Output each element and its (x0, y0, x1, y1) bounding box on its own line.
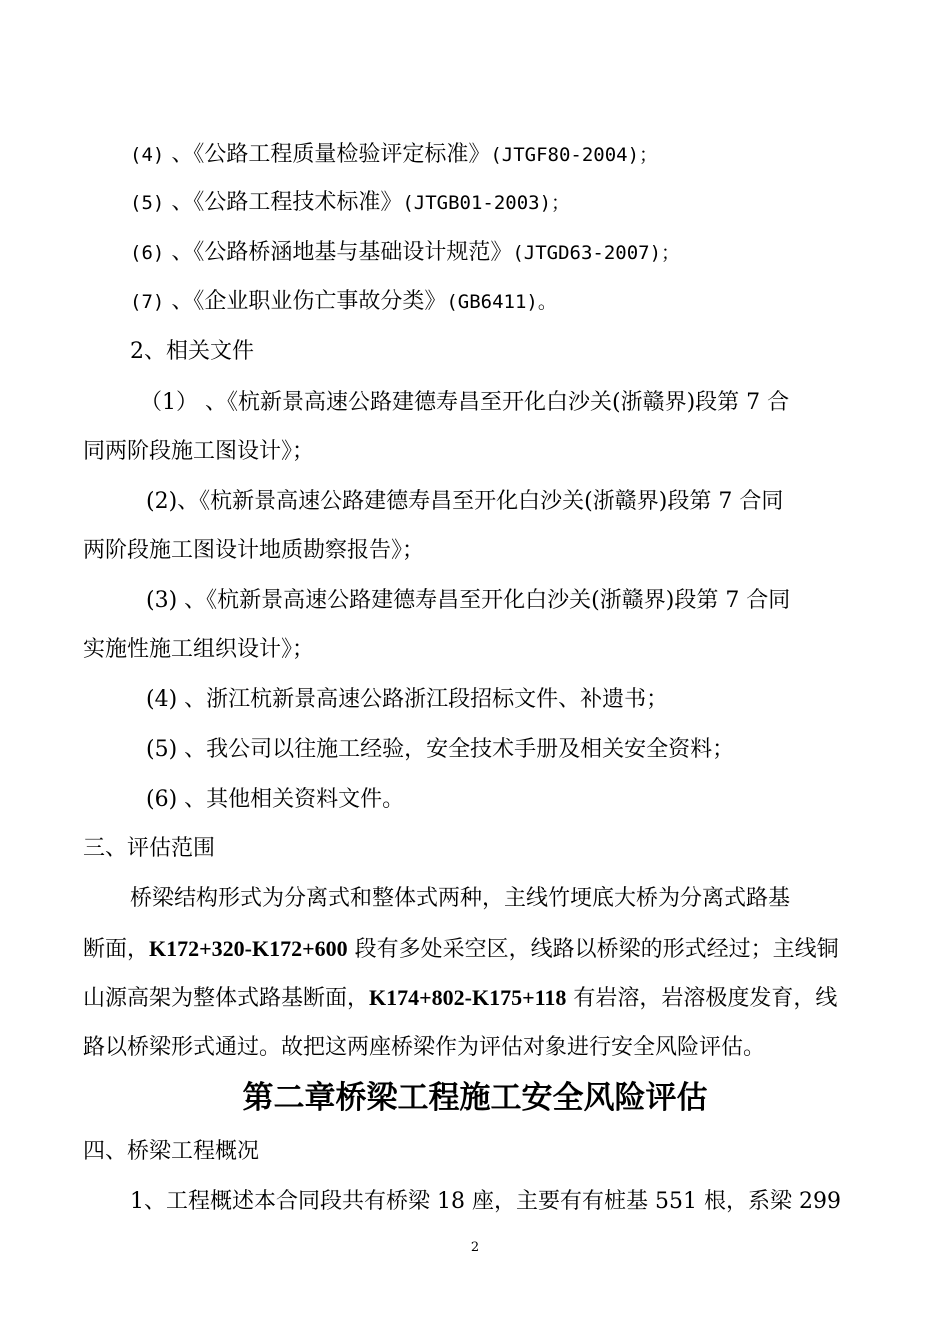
section-4-heading: 四、桥梁工程概况 (83, 1139, 260, 1164)
section-3-heading: 三、评估范围 (83, 836, 216, 861)
related-item-2-line1: (2)、《杭新景高速公路建德寿昌至开化白沙关(浙赣界)段第 7 合同 (146, 489, 784, 514)
section-4-paragraph-line1: 1、工程概述本合同段共有桥梁 18 座，主要有有桩基 551 根，系梁 299 (130, 1189, 841, 1214)
standard-item-6: (6) 、《公路桥涵地基与基础设计规范》(JTGD63-2007)； (130, 240, 681, 265)
related-item-3-line1: (3) 、《杭新景高速公路建德寿昌至开化白沙关(浙赣界)段第 7 合同 (146, 588, 791, 613)
page-number: 2 (470, 1240, 480, 1255)
mileage-range-2: K174+802-K175+118 (369, 985, 567, 1010)
related-item-4: (4) 、浙江杭新景高速公路浙江段招标文件、补遗书； (146, 687, 669, 712)
related-item-1-line1: （1） 、《杭新景高速公路建德寿昌至开化白沙关(浙赣界)段第 7 合 (140, 390, 790, 415)
section-3-paragraph-line2: 断面，K172+320-K172+600 段有多处采空区，线路以桥梁的形式经过；主线铜 (83, 936, 839, 962)
standard-item-5: (5) 、《公路工程技术标准》(JTGB01-2003)； (130, 190, 571, 215)
standard-item-7: (7) 、《企业职业伤亡事故分类》(GB6411)。 (130, 289, 557, 314)
section-3-paragraph-line3: 山源高架为整体式路基断面，K174+802-K175+118 有岩溶，岩溶极度发育，线 (83, 985, 838, 1011)
mileage-range-1: K172+320-K172+600 (149, 936, 348, 961)
related-item-5: (5) 、我公司以往施工经验，安全技术手册及相关安全资料； (146, 737, 735, 762)
related-heading: 2、相关文件 (130, 339, 254, 364)
related-item-1-line2: 同两阶段施工图设计》； (83, 439, 315, 464)
standard-item-4: (4) 、《公路工程质量检验评定标准》(JTGF80-2004)； (130, 142, 659, 167)
section-3-paragraph-line1: 桥梁结构形式为分离式和整体式两种，主线竹埂底大桥为分离式路基 (130, 886, 791, 911)
chapter-title: 第二章桥梁工程施工安全风险评估 (242, 1080, 708, 1116)
related-item-3-line2: 实施性施工组织设计》； (83, 637, 315, 662)
section-3-paragraph-line4: 路以桥梁形式通过。故把这两座桥梁作为评估对象进行安全风险评估。 (83, 1035, 766, 1060)
related-item-6: (6) 、其他相关资料文件。 (146, 787, 405, 812)
related-item-2-line2: 两阶段施工图设计地质勘察报告》； (83, 538, 425, 563)
